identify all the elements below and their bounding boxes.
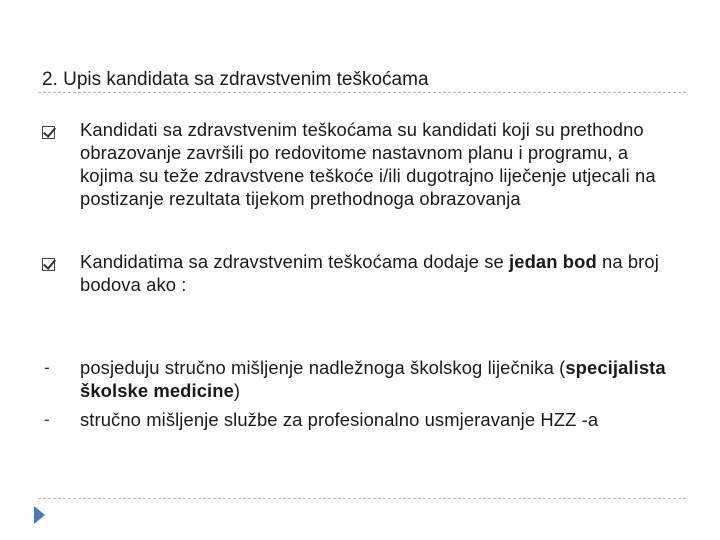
title-divider bbox=[38, 92, 686, 93]
bonus-text-start: Kandidatima sa zdravstvenim teškoćama dodaje se bbox=[80, 251, 510, 272]
specialist-emphasis: specijalista školske medicine bbox=[80, 357, 666, 401]
dash-bullet: - bbox=[44, 410, 50, 429]
checklist-text: Kandidati sa zdravstvenim teškoćama su kandidati koji su prethodno obrazovanje završili po redovitome nastavnom planu i programu, a kojima su teže zdravstvene teškoće i/ili dugotrajno liječenje utjecali na postizanje rezultata tijekom prethodnoga obrazovanja bbox=[80, 119, 656, 209]
dash-text: stručno mišljenje službe za profesionalno usmjeravanje HZZ -a bbox=[80, 409, 599, 430]
checklist-item-definition bbox=[42, 118, 682, 210]
bonus-emphasis: jedan bod bbox=[509, 251, 597, 272]
doctor-text-start: posjeduju stručno mišljenje nadležnoga školskog liječnika ( bbox=[80, 357, 566, 378]
checkbox-checked-icon bbox=[42, 250, 72, 273]
slide-title: 2. Upis kandidata sa zdravstvenim teškoćama bbox=[42, 69, 429, 90]
footer-divider bbox=[38, 498, 686, 499]
dash-item-school-doctor bbox=[42, 356, 682, 402]
dash-text bbox=[80, 356, 682, 402]
checkbox-checked-icon bbox=[42, 118, 72, 141]
bonus-text-end: na broj bodova ako : bbox=[80, 251, 659, 295]
doctor-text-end: ) bbox=[233, 380, 241, 401]
play-arrow-icon[interactable] bbox=[34, 506, 45, 524]
checklist-text bbox=[80, 250, 682, 296]
checklist-item-bonus bbox=[42, 250, 682, 296]
dash-bullet: - bbox=[44, 358, 50, 377]
dash-item-hzz bbox=[42, 408, 682, 431]
